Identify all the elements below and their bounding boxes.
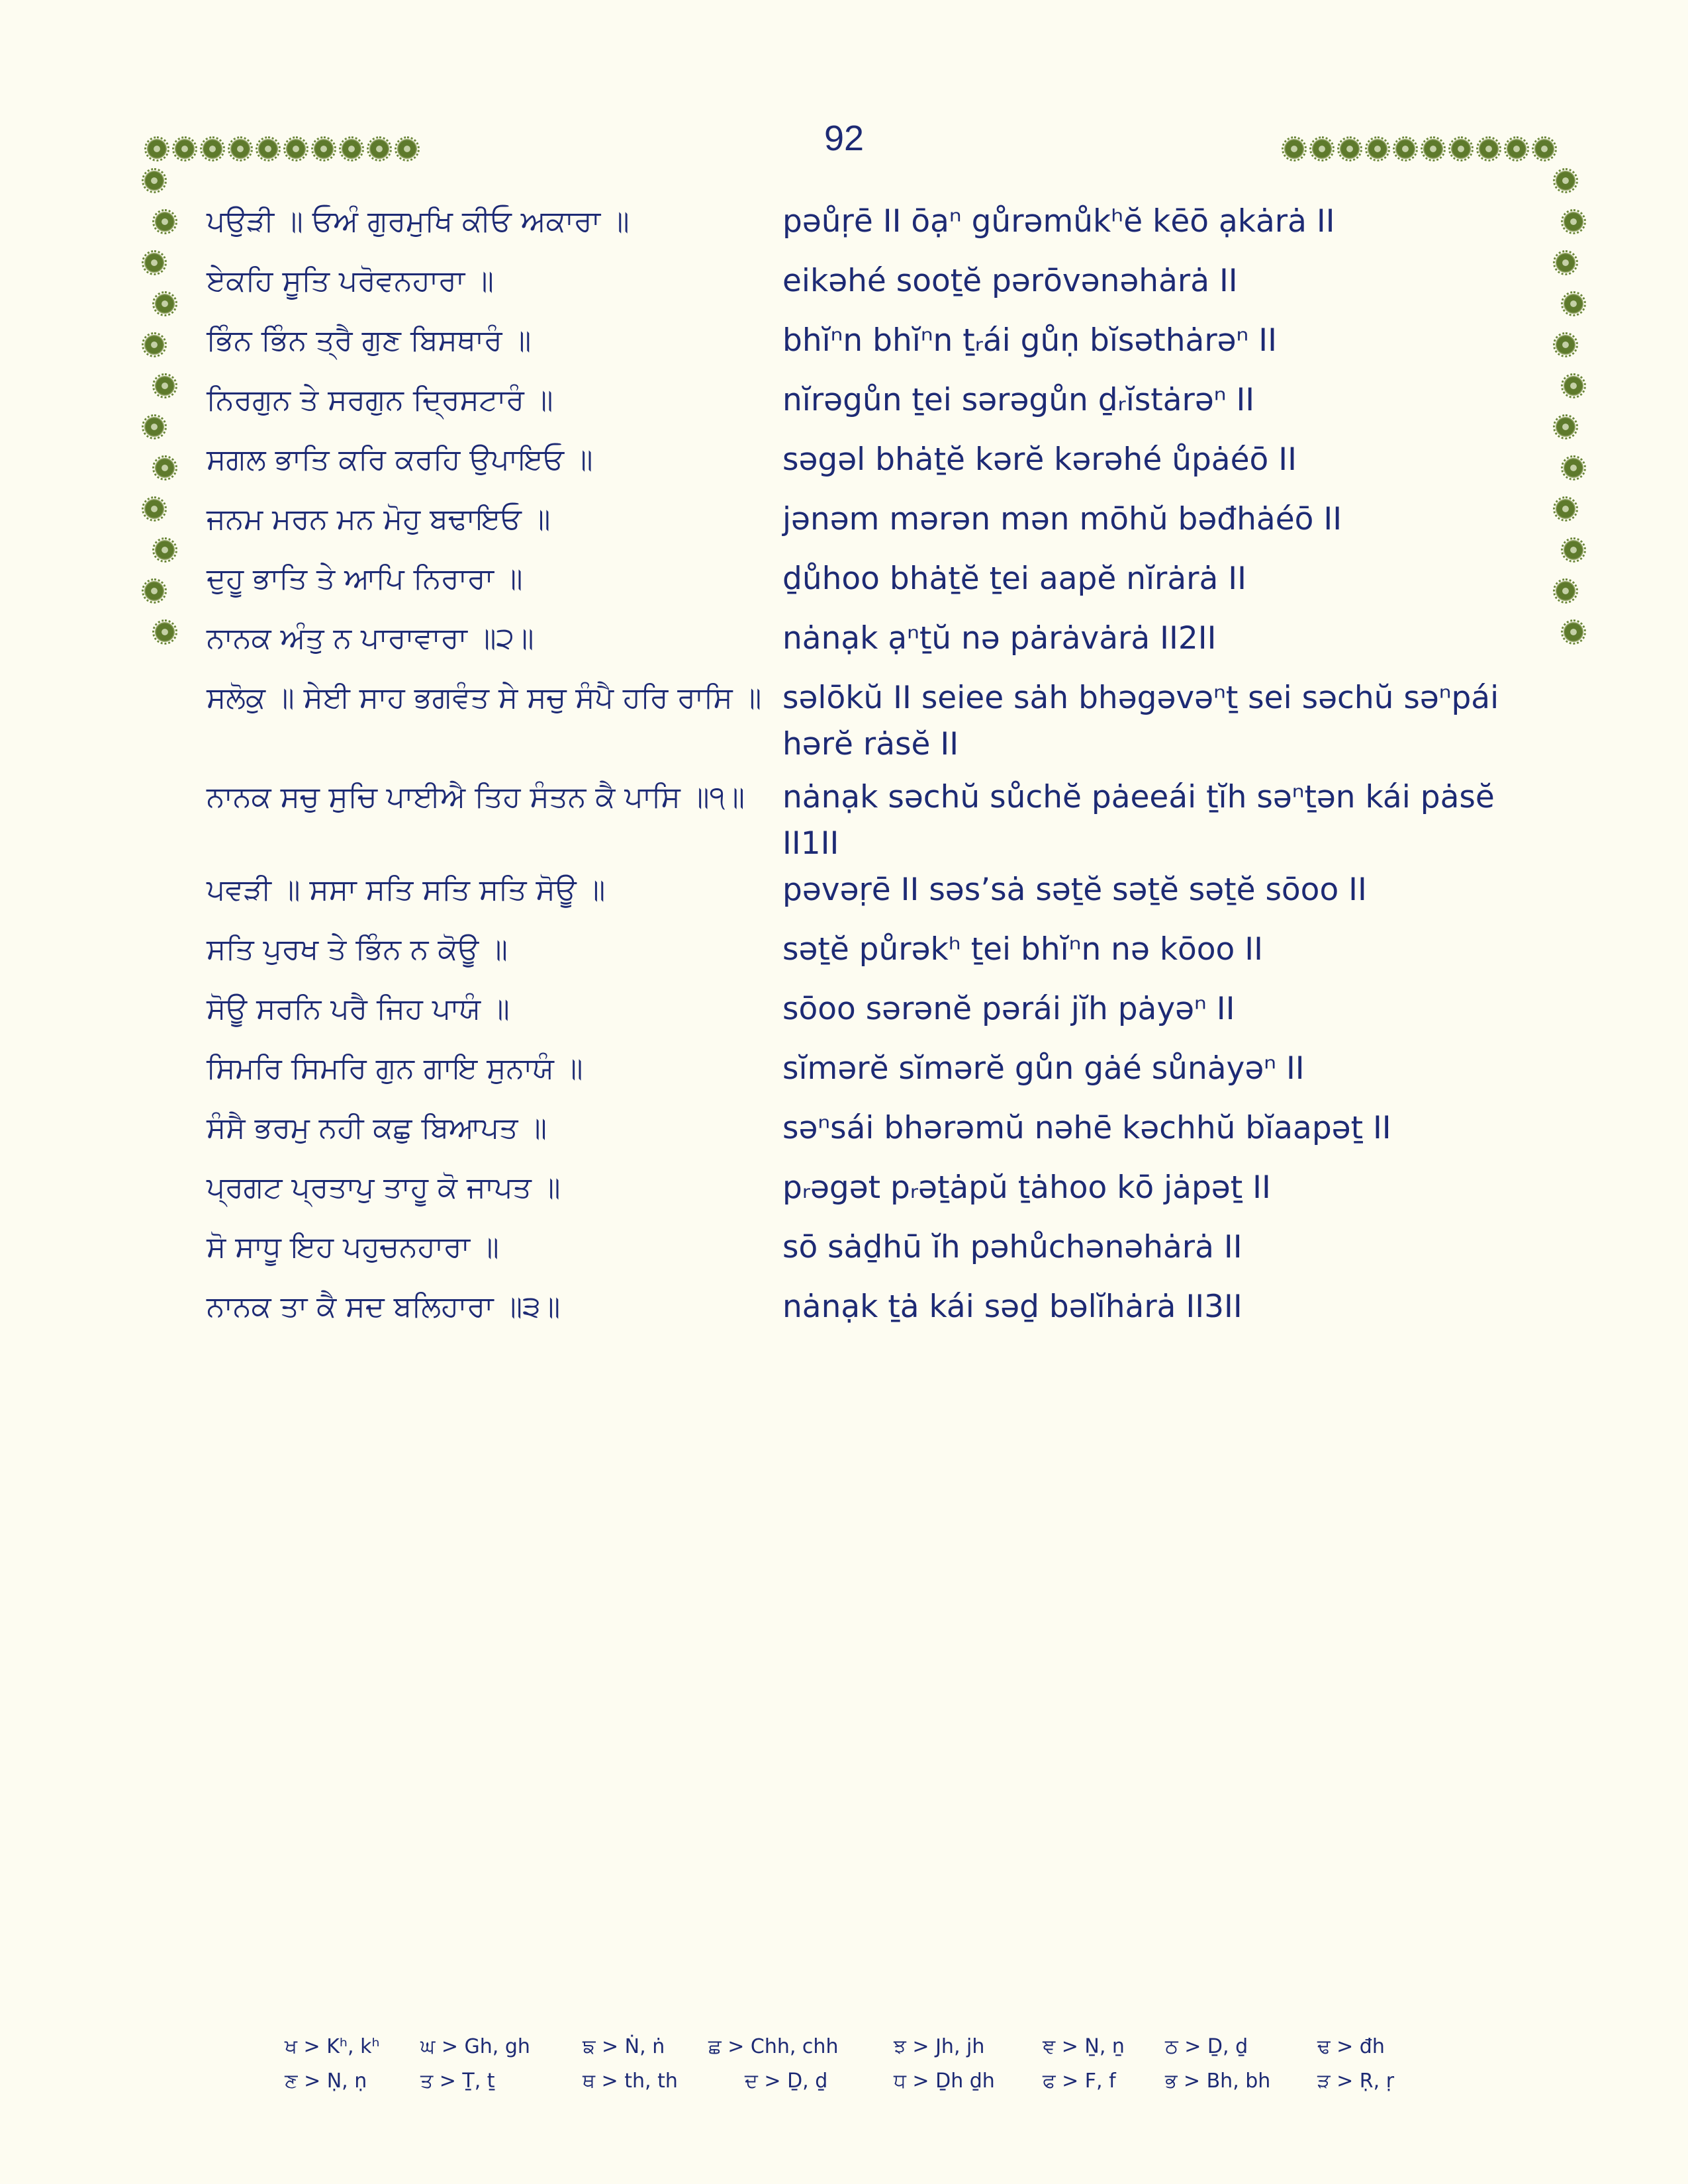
transliteration-text: sĭmərĕ sĭmərĕ gůn gȧé sůnȧyəⁿ II [782, 1050, 1305, 1087]
flower-ornament-icon [1534, 139, 1554, 159]
gurmukhi-text: ਜਨਮ ਮਰਨ ਮਨ ਮੋਹੁ ਬਢਾਇਓ ॥ [207, 502, 551, 536]
flower-ornament-icon [147, 139, 167, 159]
verse-line [0, 1284, 1688, 1337]
verse-line [0, 437, 1688, 490]
transliteration-text: səgəl bhȧṯĕ kərĕ kərəhé ůpȧéō II [782, 441, 1297, 478]
verse-line [0, 675, 1688, 774]
verse-line [0, 615, 1688, 668]
flower-ornament-icon [175, 139, 195, 159]
transliteration-text: nĭrəgůn ṯei sərəgůn ḏᵣĭstȧrəⁿ II [782, 382, 1255, 418]
legend-entry: ਭ > Bh, bh [1165, 2070, 1271, 2093]
gurmukhi-text: ਨਾਨਕ ਤਾ ਕੈ ਸਦ ਬਲਿਹਾਰਾ ॥੩॥ [207, 1290, 561, 1324]
gurmukhi-text: ਨਾਨਕ ਅੰਤੁ ਨ ਪਾਰਾਵਾਰਾ ॥੨॥ [207, 621, 534, 655]
legend-row [285, 2070, 1476, 2104]
transliteration-text: nȧnạk səchŭ sůchĕ pȧeeái ṯĭh səⁿṯən kái pȧsĕ II1II [782, 779, 1495, 862]
flower-ornament-icon [1423, 139, 1443, 159]
verse-line [0, 986, 1688, 1039]
gurmukhi-text: ਨਾਨਕ ਸਚੁ ਸੁਚਿ ਪਾਈਐ ਤਿਹ ਸੰਤਨ ਕੈ ਪਾਸਿ ॥੧॥ [207, 780, 745, 814]
flower-ornament-icon [286, 139, 306, 159]
legend-entry: ਤ > Ṯ, ṯ [420, 2070, 495, 2093]
flower-ornament-icon [1340, 139, 1360, 159]
gurmukhi-text: ਸਗਲ ਭਾਤਿ ਕਰਿ ਕਰਹਿ ਉਪਾਇਓ ॥ [207, 443, 593, 477]
verse-line [0, 1224, 1688, 1277]
transliteration-text: nȧnạk ạⁿṯŭ nə pȧrȧvȧrȧ II2II [782, 620, 1217, 657]
verse-line [0, 258, 1688, 311]
gurmukhi-text: ਸਲੋਕੁ ॥ ਸੇਈ ਸਾਹ ਭਗਵੰਤ ਸੇ ਸਚੁ ਸੰਪੈ ਹਰਿ ਰਾਸਿ ॥ [207, 681, 762, 715]
gurmukhi-text: ਪਵੜੀ ॥ ਸਸਾ ਸਤਿ ਸਤਿ ਸਤਿ ਸੋਊ ॥ [207, 873, 606, 907]
transliteration-text: nȧnạk ṯȧ kái səḏ bəlĭhȧrȧ II3II [782, 1289, 1243, 1325]
verse-line [0, 1165, 1688, 1218]
flower-ornament-icon [1395, 139, 1415, 159]
legend-entry: ਢ > đh [1317, 2035, 1385, 2058]
legend-entry: ਙ > Ṅ, ṅ [583, 2035, 665, 2058]
verse-line [0, 377, 1688, 430]
transliteration-text: sōoo sərənĕ pərái jĭh pȧyəⁿ II [782, 991, 1235, 1027]
gurmukhi-text: ਨਿਰਗੁਨ ਤੇ ਸਰਗੁਨ ਦ੍ਰਿਸਟਾਰੰ ॥ [207, 383, 553, 417]
flower-ornament-icon [230, 139, 250, 159]
flower-ornament-icon [258, 139, 278, 159]
legend-row [285, 2035, 1476, 2070]
legend-entry: ਛ > Chh, chh [708, 2035, 839, 2058]
gurmukhi-text: ਸਤਿ ਪੁਰਖ ਤੇ ਭਿੰਨ ਨ ਕੋਊ ॥ [207, 933, 508, 966]
legend-entry: ਣ > Ṇ, ṇ [285, 2070, 367, 2093]
flower-ornament-icon [1556, 171, 1575, 191]
legend-entry: ਥ > th, th [583, 2070, 678, 2093]
legend-entry: ਘ > Gh, gh [420, 2035, 530, 2058]
transliteration-text: jənəm mərən mən mōhŭ bəđhȧéō II [782, 501, 1342, 537]
verse-line [0, 1105, 1688, 1158]
flower-ornament-icon [314, 139, 334, 159]
gurmukhi-text: ਪ੍ਰਗਟ ਪ੍ਰਤਾਪੁ ਤਾਹੂ ਕੋ ਜਾਪਤ ॥ [207, 1171, 561, 1205]
flower-ornament-icon [1479, 139, 1499, 159]
flower-ornament-icon [369, 139, 389, 159]
transliteration-text: səⁿsái bhərəmŭ nəhē kəchhŭ bĭaapəṯ II [782, 1110, 1391, 1146]
legend-entry: ੜ > Ṛ, ṛ [1317, 2070, 1395, 2093]
flower-ornament-icon [144, 171, 164, 191]
transliteration-text: səṯĕ půrəkʰ ṯei bhĭⁿn nə kōoo II [782, 931, 1263, 968]
flower-ornament-icon [1368, 139, 1387, 159]
transliteration-text: bhĭⁿn bhĭⁿn ṯᵣái gůṇ bĭsəthȧrəⁿ II [782, 322, 1277, 359]
flower-ornament-icon [1284, 139, 1304, 159]
transliteration-text: ḏůhoo bhȧṯĕ ṯei aapĕ nĭrȧrȧ II [782, 561, 1246, 597]
flower-ornament-icon [1451, 139, 1471, 159]
verse-line [0, 318, 1688, 371]
gurmukhi-text: ਸਿਮਰਿ ਸਿਮਰਿ ਗੁਨ ਗਾਇ ਸੁਨਾਯੰ ॥ [207, 1052, 583, 1085]
gurmukhi-text: ਸੋਊ ਸਰਨਿ ਪਰੈ ਜਿਹ ਪਾਯੰ ॥ [207, 992, 510, 1026]
legend-entry: ਖ > Kʰ, kʰ [285, 2035, 380, 2058]
flower-ornament-icon [397, 139, 417, 159]
verse-line [0, 496, 1688, 549]
legend-entry: ਠ > Ḏ, ḏ [1165, 2035, 1248, 2058]
transliteration-text: sō sȧḏhū ĭh pəhůchənəhȧrȧ II [782, 1229, 1243, 1265]
legend-entry: ਝ > Jh, jh [894, 2035, 985, 2058]
verse-line [0, 927, 1688, 979]
transliteration-key [285, 2035, 1476, 2104]
flower-ornament-icon [203, 139, 222, 159]
legend-entry: ਦ > Ḏ, ḏ [745, 2070, 828, 2093]
page-number: 92 [823, 118, 865, 158]
gurmukhi-text: ਦੁਹੂ ਭਾਤਿ ਤੇ ਆਪਿ ਨਿਰਾਰਾ ॥ [207, 562, 523, 596]
gurmukhi-text: ਪਉੜੀ ॥ ਓਅੰ ਗੁਰਮੁਖਿ ਕੀਓ ਅਕਾਰਾ ॥ [207, 205, 630, 238]
transliteration-text: pəvəṛē II səs’sȧ səṯĕ səṯĕ səṯĕ sōoo II [782, 872, 1367, 908]
verse-line [0, 556, 1688, 609]
gurmukhi-text: ਸੰਸੈ ਭਰਮੁ ਨਹੀ ਕਛੁ ਬਿਆਪਤ ॥ [207, 1111, 547, 1145]
transliteration-text: eikəhé sooṯĕ pərōvənəhȧrȧ II [782, 263, 1238, 299]
transliteration-text: pəůṛē II ōạⁿ gůrəmůkʰĕ kēō ạkȧrȧ II [782, 203, 1335, 240]
gurmukhi-text: ਏਕਹਿ ਸੂਤਿ ਪਰੋਵਨਹਾਰਾ ॥ [207, 264, 494, 298]
flower-ornament-icon [342, 139, 361, 159]
flower-ornament-icon [1507, 139, 1526, 159]
flower-ornament-icon [1312, 139, 1332, 159]
verse-line [0, 1046, 1688, 1099]
legend-entry: ਞ > Ṉ, ṉ [1043, 2035, 1125, 2058]
legend-entry: ਫ > F, f [1043, 2070, 1116, 2093]
gurmukhi-text: ਭਿੰਨ ਭਿੰਨ ਤ੍ਰੈ ਗੁਣ ਬਿਸਥਾਰੰ ॥ [207, 324, 532, 357]
transliteration-text: pᵣəgət pᵣəṯȧpŭ ṯȧhoo kō jȧpəṯ II [782, 1169, 1271, 1206]
legend-entry: ਧ > Ḏh ḏh [894, 2070, 995, 2093]
transliteration-text: səlōkŭ II seiee sȧh bhəgəvəⁿṯ sei səchŭ səⁿpái hərĕ rȧsĕ II [782, 680, 1499, 762]
gurmukhi-text: ਸੋ ਸਾਧੂ ਇਹ ਪਹੁਚਨਹਾਰਾ ॥ [207, 1230, 499, 1264]
verse-line [0, 774, 1688, 874]
verse-line [0, 199, 1688, 251]
verse-line [0, 867, 1688, 920]
